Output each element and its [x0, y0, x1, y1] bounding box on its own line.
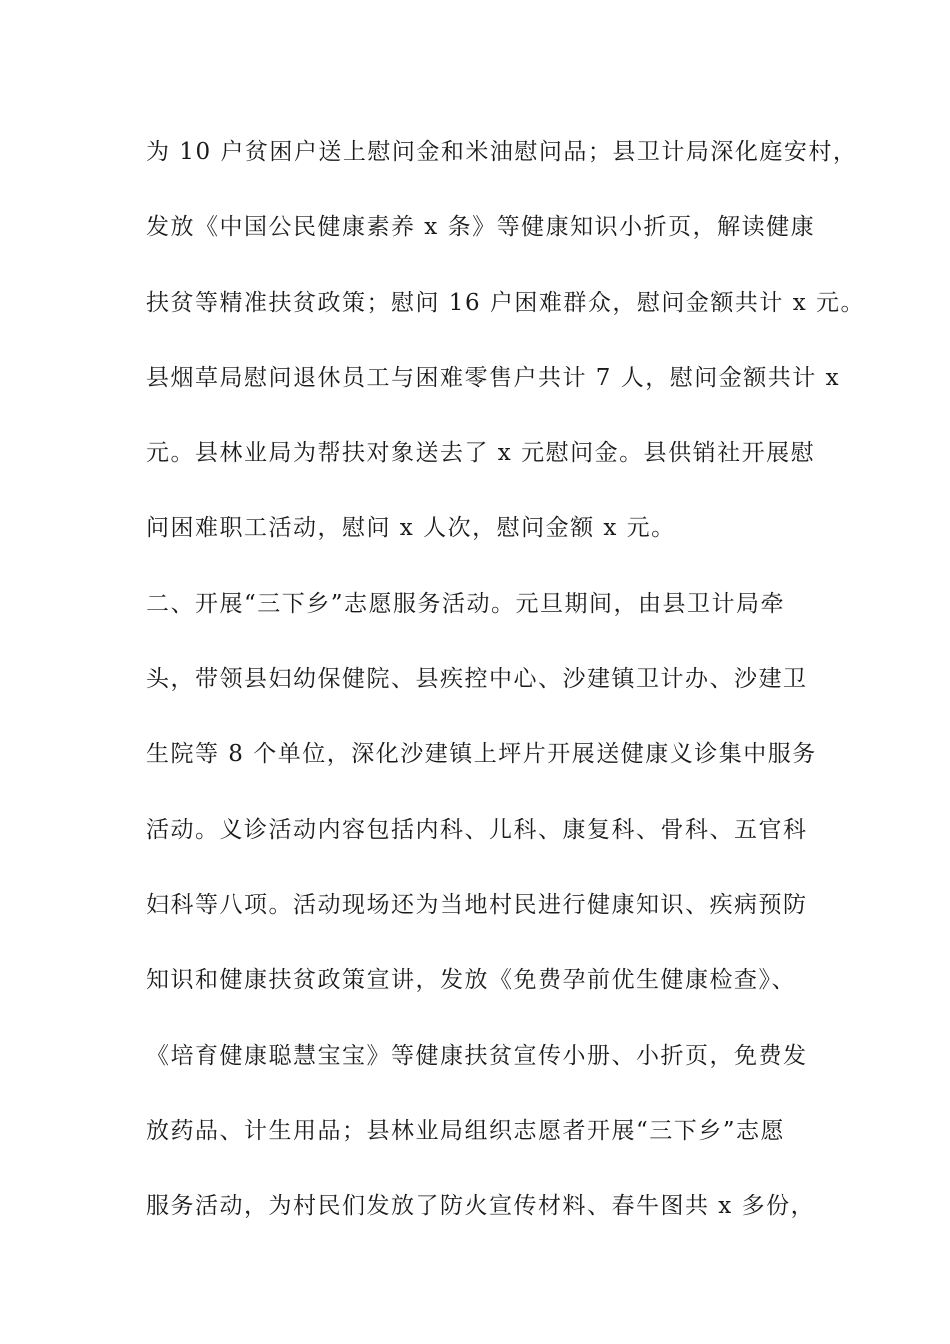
text-line: 发放《中国公民健康素养 x 条》等健康知识小折页，解读健康 [146, 214, 816, 241]
text-line: 为 10 户贫困户送上慰问金和米油慰问品；县卫计局深化庭安村， [146, 139, 858, 165]
text-line: 问困难职工活动，慰问 x 人次，慰问金额 x 元。 [146, 515, 676, 542]
text-line: 元。县林业局为帮扶对象送去了 x 元慰问金。县供销社开展慰 [146, 440, 816, 467]
text-line: 妇科等八项。活动现场还为当地村民进行健康知识、疾病预防 [146, 891, 808, 918]
text-line: 放药品、计生用品；县林业局组织志愿者开展“三下乡”志愿 [146, 1117, 786, 1144]
text-line: 县烟草局慰问退休员工与困难零售户共计 7 人，慰问金额共计 x [146, 364, 841, 391]
text-line: 《培育健康聪慧宝宝》等健康扶贫宣传小册、小折页，免费发 [146, 1042, 808, 1069]
text-line: 生院等 8 个单位，深化沙建镇上坪片开展送健康义诊集中服务 [146, 741, 817, 768]
text-line: 二、开展“三下乡”志愿服务活动。元旦期间，由县卫计局牵 [146, 590, 786, 617]
text-line: 活动。义诊活动内容包括内科、儿科、康复科、骨科、五官科 [146, 816, 808, 843]
text-line: 知识和健康扶贫政策宣讲，发放《免费孕前优生健康检查》、 [146, 967, 796, 994]
text-line: 头，带领县妇幼保健院、县疾控中心、沙建镇卫计办、沙建卫 [146, 666, 808, 693]
text-line: 服务活动，为村民们发放了防火宣传材料、春牛图共 x 多份， [146, 1193, 816, 1220]
text-line: 扶贫等精准扶贫政策；慰问 16 户困难群众，慰问金额共计 x 元。 [146, 289, 865, 316]
document-body [146, 131, 865, 1260]
